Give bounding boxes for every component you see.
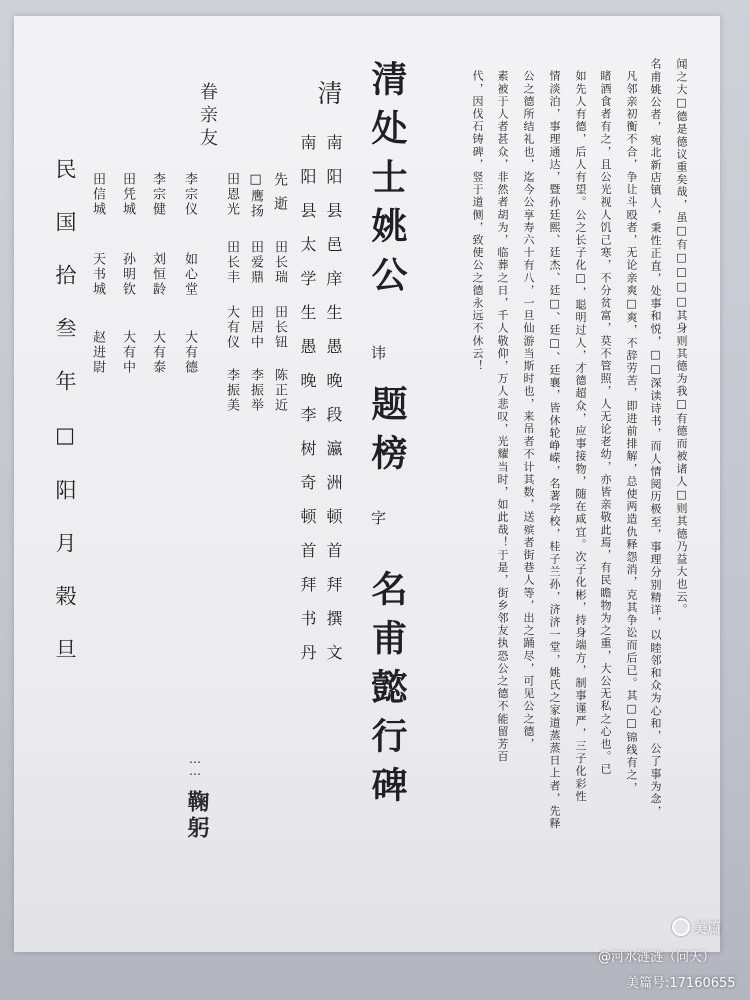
name-list-item: 田爱鼎 [248, 240, 263, 285]
meipian-logo-icon [672, 918, 690, 936]
name-list-item: 田信城 [90, 172, 105, 217]
name-list-item: 大有仪 [224, 305, 239, 350]
name-list-item: 李振举 [248, 368, 263, 413]
body-column-4: 睹酒食者有之，且公光视人饥己寒，不分贫富，莫不管照，人无论老幼，亦皆亲敬此焉，有民瞻物为之重，大公无私之心也。已 [599, 70, 612, 776]
name-list-item: 陈正近 [272, 368, 287, 413]
author-line-composer: 南阳县邑庠生愚晚段瀛洲顿首拜撰文 [324, 134, 343, 678]
name-list-item: 如心堂 [182, 252, 197, 297]
author-line-calligrapher: 南阳县太学生愚晚李树奇顿首拜书丹 [298, 134, 317, 678]
inscription-title: 清处士姚公 [366, 60, 408, 305]
name-list-item: 孙明钦 [120, 252, 135, 297]
inscription-date: 民国拾叁年□阳月榖旦 [53, 158, 77, 691]
watermark-id: 美篇号:17160655 [626, 976, 736, 991]
body-column-8: 素被于人者甚众，非然者胡为，临葬之日，千人敬仰，万人悲叹，光耀当时，如此哉！于是，街乡邻友执恐公之德不能留芳百 [496, 70, 509, 763]
name-list-item: 田长丰 [224, 240, 239, 285]
name-list-item: 田凭城 [120, 172, 135, 217]
name-list-item: 大有德 [182, 330, 197, 375]
name-list-item: 李宗仪 [182, 172, 197, 217]
watermark-brand: 美篇 [693, 921, 721, 937]
name-list-item: □鹰扬 [248, 172, 263, 219]
body-column-9: 代，因伐石铸碑，竖于道侧，致使公之德永远不休云！ [471, 70, 484, 373]
inscription-title-end: 名甫懿行碑 [366, 570, 408, 815]
signature-bow: 鞠躬 [184, 790, 210, 842]
predeceased-label: 先逝 [272, 172, 288, 220]
name-list-item: 田居中 [248, 305, 263, 350]
body-column-7: 公之德所结礼也，迄今公享寿六十有八，一旦仙游当斯时也，来吊者不计其数，送殡者街巷人等，出之踊尽，可见公之德， [522, 70, 535, 751]
name-list-item: 赵进尉 [90, 330, 105, 375]
name-list-item: 田恩光 [224, 172, 239, 217]
relatives-label: 眷亲友 [197, 82, 218, 151]
body-column-3: 凡邻亲初衡不合，争让斗殴者，无论亲爽□爽，不辞劳苦，即进前排解，总使两造仇释怨消，克其争讼而后已。其□□锦线有之， [625, 70, 638, 795]
name-list-item: 田长钮 [272, 305, 287, 350]
name-list-item: 李振美 [224, 368, 239, 413]
body-column-1: 闻之大□德是德议重矣哉，虽□有□□□□其身则其德为我□有德而被诸人□则其德乃益大也云。 [675, 58, 688, 616]
name-list-item: 田长瑞 [272, 240, 287, 285]
name-list-item: 李宗健 [150, 172, 165, 217]
meipian-watermark [672, 918, 721, 938]
title-note-hui: 讳 [369, 345, 387, 367]
name-list-item: 大有泰 [150, 330, 165, 375]
body-column-5: 如先人有德，后人有望。公之长子化□，聪明过人，才德超众，应事接物，随在咸宜。次子化彬，持身端方，制事谨严，三子化彩性 [574, 70, 587, 803]
title-note-zi: 字 [369, 510, 387, 532]
name-list-item: 大有中 [120, 330, 135, 375]
name-list-item: 天书城 [90, 252, 105, 297]
signature-dots: …… [188, 752, 202, 776]
body-column-6: 情淡泊，事理通达，暨孙廷熙、廷杰、廷□、廷□、廷襄，皆休轮峥嵘，名著学校，桂子兰孙，济济一堂，姚氏之家道蒸蒸日上者，先释 [548, 70, 561, 830]
body-column-2: 名甫姚公者，宛北新店镇人，秉性正直，处事和悦，□□深读诗书，而人情阅历极至，事理分别精详，以睦邻和众为心和，公了事为念， [649, 58, 662, 818]
watermark-user: @河水涟涟（问天） [598, 950, 716, 965]
name-list-item: 刘恒龄 [150, 252, 165, 297]
inscription-title-mid: 题榜 [366, 385, 408, 483]
author-prefix: 清 [314, 80, 343, 114]
